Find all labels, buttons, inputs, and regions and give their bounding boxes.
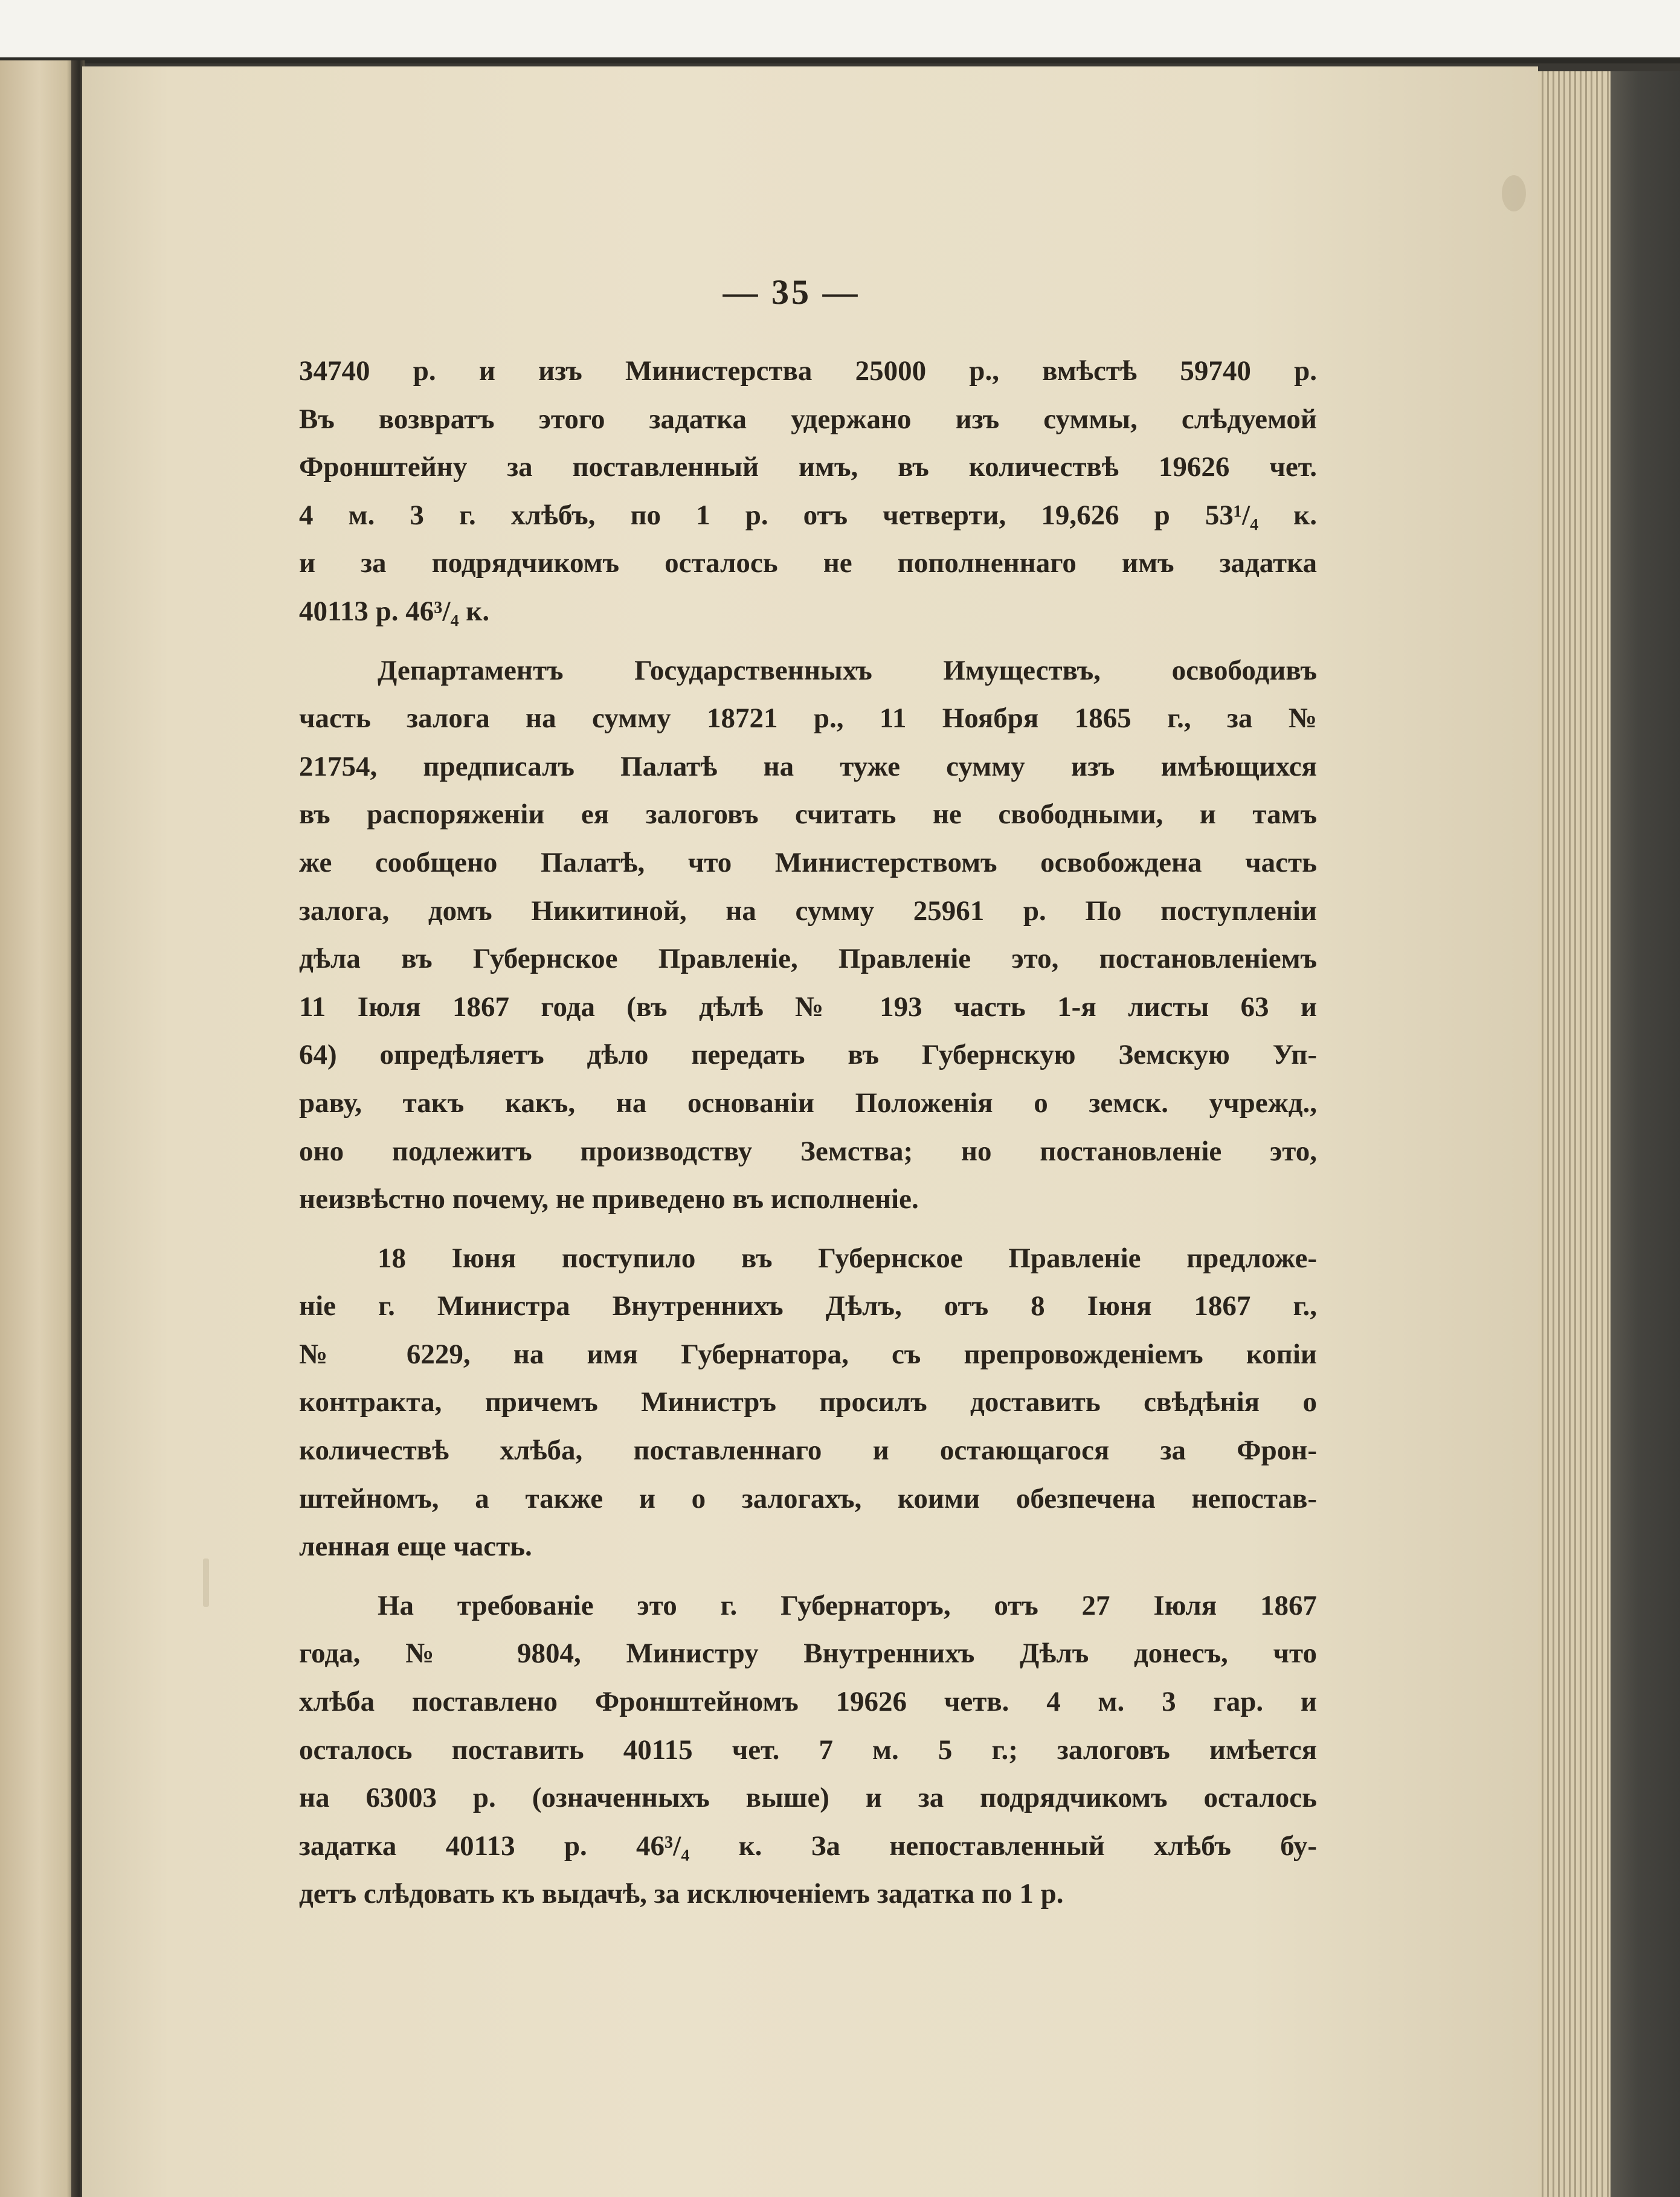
- text-line: 40113 р. 46³/₄ к.: [299, 595, 490, 627]
- text-line: количествѣ хлѣба, поставленнаго и остающагося за Фрон-: [299, 1435, 1317, 1467]
- text-line: раву, такъ какъ, на основаніи Положенія о земск. учрежд.,: [299, 1087, 1317, 1119]
- text-line: № 6229, на имя Губернатора, съ препровожденіемъ копіи: [299, 1338, 1317, 1370]
- text-line: контракта, причемъ Министръ просилъ доставить свѣдѣнія о: [299, 1386, 1317, 1418]
- text-line: 64) опредѣляетъ дѣло передать въ Губернскую Земскую Уп-: [299, 1039, 1317, 1071]
- text-line: Въ возвратъ этого задатка удержано изъ суммы, слѣдуемой: [299, 403, 1317, 435]
- text-line: 11 Іюля 1867 года (въ дѣлѣ № 193 часть 1-я листы 63 и: [299, 991, 1317, 1023]
- text-line: ніе г. Министра Внутреннихъ Дѣлъ, отъ 8 Іюня 1867 г.,: [299, 1290, 1317, 1322]
- text-line: же сообщено Палатѣ, что Министерствомъ освобождена часть: [299, 846, 1317, 878]
- paragraph: [299, 647, 1317, 1224]
- scanner-background: [0, 0, 1680, 60]
- text-line: осталось поставить 40115 чет. 7 м. 5 г.; залоговъ имѣется: [299, 1734, 1317, 1766]
- text-line: детъ слѣдовать къ выдачѣ, за исключеніемъ задатка по 1 р.: [299, 1878, 1064, 1910]
- text-line: Фронштейну за поставленный имъ, въ количествѣ 19626 чет.: [299, 451, 1317, 483]
- paragraph-gap: [299, 1224, 1317, 1235]
- book-top-edge: [0, 57, 1680, 63]
- text-line: неизвѣстно почему, не приведено въ исполненіе.: [299, 1183, 919, 1215]
- text-line: и за подрядчикомъ осталось не пополненнаго имъ задатка: [299, 547, 1317, 579]
- text-line: 21754, предписалъ Палатѣ на туже сумму изъ имѣющихся: [299, 750, 1317, 782]
- text-line: оно подлежитъ производству Земства; но постановленіе это,: [299, 1135, 1317, 1167]
- page-number: — 35 —: [723, 272, 860, 312]
- text-line: часть залога на сумму 18721 р., 11 Ноября 1865 г., за №: [299, 703, 1317, 735]
- text-line: 4 м. 3 г. хлѣбъ, по 1 р. отъ четверти, 19,626 р 53¹/₄ к.: [299, 499, 1317, 531]
- text-line: 18 Іюня поступило въ Губернское Правленіе предложе-: [378, 1242, 1317, 1274]
- text-line: въ распоряженіи ея залоговъ считать не свободными, и тамъ: [299, 799, 1317, 831]
- page-text: [299, 347, 1317, 1919]
- text-line: На требованіе это г. Губернаторъ, отъ 27 Іюля 1867: [378, 1589, 1317, 1621]
- text-line: года, № 9804, Министру Внутреннихъ Дѣлъ донесъ, что: [299, 1638, 1317, 1670]
- text-line: 34740 р. и изъ Министерства 25000 р., вмѣстѣ 59740 р.: [299, 355, 1317, 387]
- paragraph-gap: [299, 636, 1317, 647]
- text-line: на 63003 р. (означенныхъ выше) и за подрядчикомъ осталось: [299, 1782, 1317, 1814]
- text-line: штейномъ, а также и о залогахъ, коими обезпечена непостав-: [299, 1482, 1317, 1514]
- page-stain: [1502, 175, 1526, 211]
- text-line: задатка 40113 р. 46³/₄ к. За непоставленный хлѣбъ бу-: [299, 1830, 1317, 1862]
- text-line: Департаментъ Государственныхъ Имуществъ, освободивъ: [378, 654, 1317, 686]
- previous-page-edge: [0, 60, 79, 2197]
- paragraph: [299, 1235, 1317, 1571]
- text-line: дѣла въ Губернское Правленіе, Правленіе это, постановленіемъ: [299, 943, 1317, 975]
- text-line: ленная еще часть.: [299, 1531, 532, 1563]
- page-mark: [203, 1558, 209, 1607]
- text-line: залога, домъ Никитиной, на сумму 25961 р. По поступленіи: [299, 895, 1317, 927]
- book-cover-edge: [1611, 71, 1680, 2197]
- paragraph-gap: [299, 1571, 1317, 1582]
- paragraph: [299, 347, 1317, 636]
- page-stack-edges: [1538, 71, 1611, 2197]
- text-line: хлѣба поставлено Фронштейномъ 19626 четв. 4 м. 3 гар. и: [299, 1686, 1317, 1718]
- paragraph: [299, 1582, 1317, 1919]
